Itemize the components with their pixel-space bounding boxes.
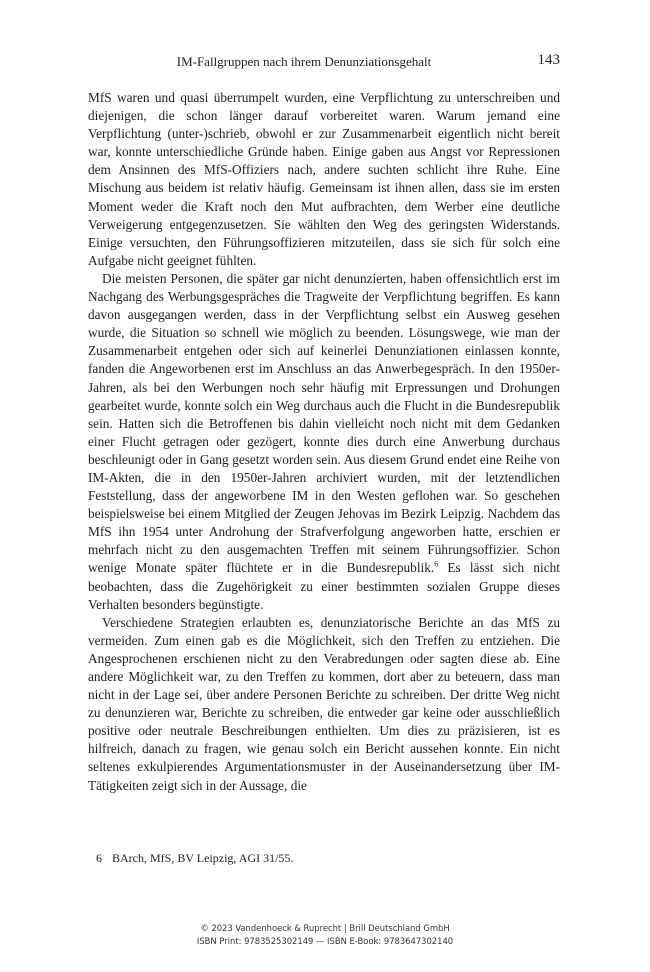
footnote-reference[interactable]: 6	[434, 560, 439, 570]
isbn-line: ISBN Print: 9783525302149 — ISBN E-Book: 9783647302140	[196, 936, 454, 946]
footnote-number: 6	[96, 851, 102, 865]
page-number: 143	[537, 52, 560, 68]
paragraph-2-text-a: Die meisten Personen, die später gar nicht denunzierten, haben offensichtlich erst im Nachgang des Werbungsgespräches die Tragweite der Verpflichtung begriffen. Es kann davon ausgegangen werden, dass in der Verpflichtung selbst ein Ausweg gesehen wurde, die Situation so schnell wie möglich zu beenden. Lösungswege, wie man der Zusammenarbeit entgehen oder sich auf keinerlei Denunziationen einlassen konnte, fanden die Angeworbenen erst im Anschluss an das Anwerbegespräch. In den 1950er-Jahren, als bei den Werbungen noch sehr häufig mit Erpressungen und Drohungen gearbeitet wurde, konnte solch ein Weg durchaus auch die Flucht in die Bundesrepublik sein. Hatten sich die Betroffenen bis dahin vielleicht noch nicht mit dem Gedanken einer Flucht getragen oder gezögert, konnte dies durch eine Anwerbung durchaus beschleunigt oder in Gang gesetzt worden sein. Aus diesem Grund endet eine Reihe von IM-Akten, die in den 1950er-Jahren archiviert wurden, mit der letztendlichen Feststellung, dass der angeworbene IM in den Westen geflohen war. So geschehen beispielsweise bei einem Mitglied der Zeugen Jehovas im Bezirk Leipzig. Nachdem das MfS ihn 1954 unter Androhung der Strafverfolgung angeworben hatte, erschien er mehrfach nicht zu den ausgemachten Treffen mit seinem Führungsoffizier. Schon wenige Monate später flüchtete er in die Bundesrepublik.	[88, 270, 560, 576]
body-text	[88, 89, 560, 795]
running-title: IM-Fallgruppen nach ihrem Denunziationsgehalt	[176, 54, 432, 69]
page-header	[88, 50, 560, 72]
paragraph-2	[88, 270, 560, 614]
copyright-line: © 2023 Vandenhoeck & Ruprecht | Brill Deutschland GmbH	[200, 923, 450, 933]
footnote-text: BArch, MfS, BV Leipzig, AGI 31/55.	[112, 851, 294, 865]
paragraph-2-text-b: Es lässt sich nicht beobachten, dass die Zugehörigkeit zu einer bestimmten sozialen Gruppe dieses Verhalten besonders begünstigte.	[88, 560, 560, 612]
copyright-footer	[0, 922, 650, 948]
paragraph-1: MfS waren und quasi überrumpelt wurden, eine Verpflichtung zu unterschreiben und diejenigen, die schon länger darauf vorbereitet waren. Warum jemand eine Verpflichtung (unter-)schrieb, obwohl er zur Zusammenarbeit eigentlich nicht bereit war, konnte unterschiedliche Gründe haben. Einige gaben aus Angst vor Repressionen dem Ansinnen des MfS-Offiziers nach, andere suchten schlicht ihre Ruhe. Eine Mischung aus beidem ist relativ häufig. Gemeinsam ist ihnen allen, dass sie im ersten Moment weder die Kraft noch den Mut aufbrachten, dem Werber eine deutliche Verweigerung entgegenzusetzen. Sie wählten den Weg des geringsten Widerstands. Einige versuchten, den Führungsoffizieren mitzuteilen, dass sie sich für solch eine Aufgabe nicht geeignet fühlten.	[88, 90, 560, 268]
paragraph-3: Verschiedene Strategien erlaubten es, denunziatorische Berichte an das MfS zu vermeiden. Zum einen gab es die Möglichkeit, sich den Treffen zu entziehen. Die Angesprochenen erschienen nicht zu den Verabredungen oder sagten diese ab. Eine andere Möglichkeit war, zu den Treffen zu kommen, dort aber zu beteuern, dass man nicht in der Lage sei, über andere Personen Berichte zu schreiben. Der dritte Weg nicht zu denunzieren war, Berichte zu schreiben, die entweder gar keine oder ausschließlich positive oder neutrale Beschreibungen enthielten. Um dies zu präzisieren, ist es hilfreich, danach zu fragen, wie genau solch ein Bericht aussehen konnte. Ein nicht seltenes exkulpierendes Argumentationsmuster in der Auseinandersetzung über IM-Tätigkeiten zeigt sich in der Aussage, die	[88, 614, 560, 793]
footnote	[96, 851, 293, 866]
